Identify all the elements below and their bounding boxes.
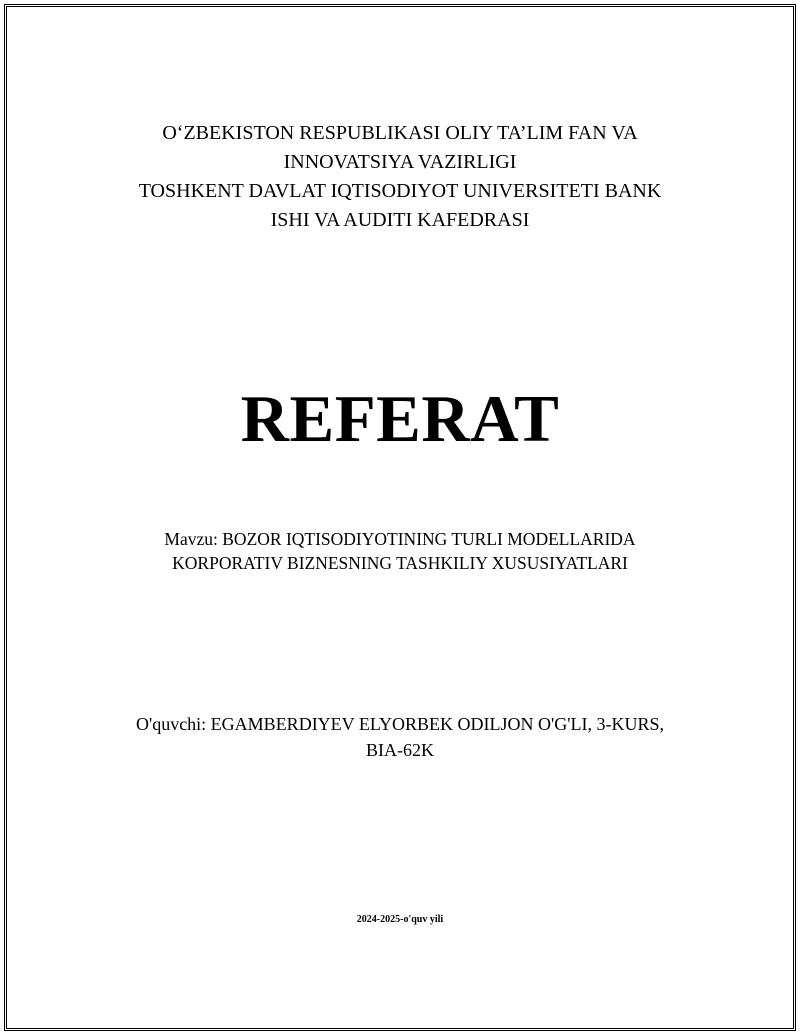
student-block (0, 711, 800, 763)
header-line: TOSHKENT DAVLAT IQTISODIYOT UNIVERSITETI BANK (138, 180, 662, 202)
topic-line: Mavzu: BOZOR IQTISODIYOTINING TURLI MODELLARIDA (164, 529, 636, 549)
topic-block (0, 527, 800, 575)
academic-year: 2024-2025-o'quv yili (356, 914, 444, 925)
header-line: O‘ZBEKISTON RESPUBLIKASI OLIY TA’LIM FAN VA (162, 122, 638, 144)
header-line: INNOVATSIYA VAZIRLIGI (283, 151, 517, 173)
document-title: REFERAT (240, 382, 560, 456)
student-line: O'quvchi: EGAMBERDIYEV ELYORBEK ODILJON O'G'LI, 3-KURS, (135, 714, 665, 734)
student-line: BIA-62K (366, 740, 434, 760)
topic-line: KORPORATIV BIZNESNING TASHKILIY XUSUSIYATLARI (172, 553, 628, 573)
ministry-header (0, 119, 800, 235)
header-line: ISHI VA AUDITI KAFEDRASI (270, 209, 530, 231)
